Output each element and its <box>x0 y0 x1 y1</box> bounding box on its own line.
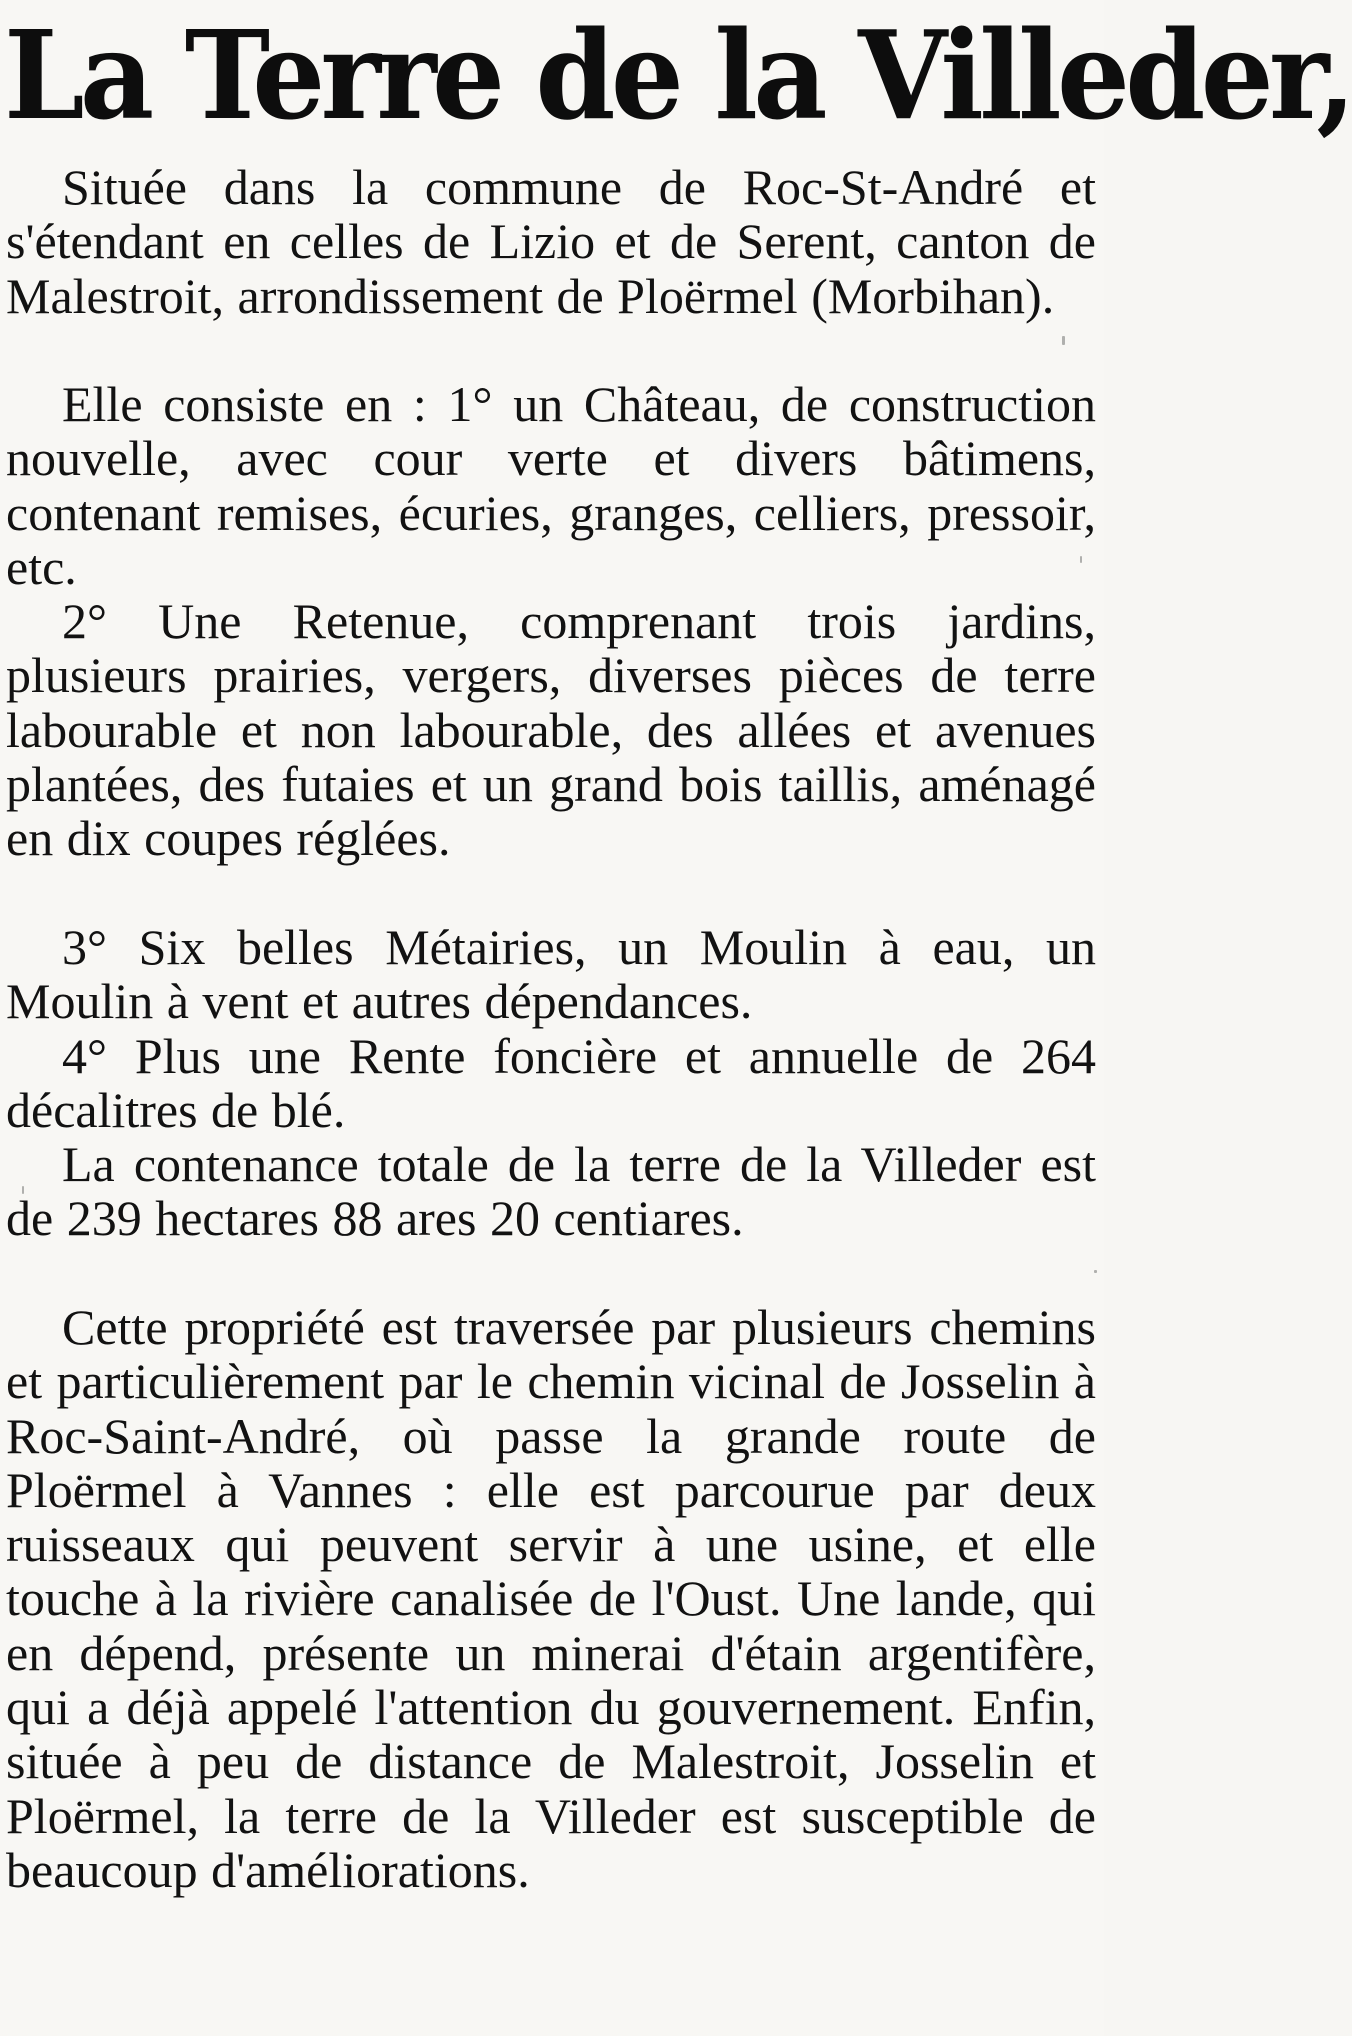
print-speck <box>1080 556 1082 563</box>
paragraph-description: Cette propriété est traversée par plusieurs chemins et particulièrement par le chemin vicinal de Josselin à Roc-Saint-André, où passe la grande route de Ploërmel à Vannes : elle est parcourue par deux ruisseaux qui peuvent servir à une usine, et elle touche à la rivière canalisée de l'Oust. Une lande, qui en dépend, présente un minerai d'étain argentifère, qui a déjà appelé l'attention du gouvernement. Enfin, située à peu de distance de Malestroit, Josselin et Ploërmel, la terre de la Villeder est susceptible de beaucoup d'améliorations. <box>6 1299 1096 1898</box>
paragraph-metairies: 3° Six belles Métairies, un Moulin à eau, un Moulin à vent et autres dépendances. <box>6 919 1096 1030</box>
print-speck <box>22 1186 24 1194</box>
print-speck <box>1094 1270 1097 1273</box>
paragraph-contenance: La contenance totale de la terre de la Villeder est de 239 hectares 88 ares 20 centiares. <box>6 1136 1096 1247</box>
paragraph-rente: 4° Plus une Rente foncière et annuelle de 264 décalitres de blé. <box>6 1028 1096 1139</box>
paragraph-location: Située dans la commune de Roc-St-André et s'étendant en celles de Lizio et de Serent, canton de Malestroit, arrondissement de Ploërmel (Morbihan). <box>6 159 1096 324</box>
headline: La Terre de la Villeder, <box>4 3 1352 147</box>
print-speck <box>1062 336 1065 345</box>
paragraph-retenue: 2° Une Retenue, comprenant trois jardins, plusieurs prairies, vergers, diverses pièces de terre labourable et non labourable, des allées et avenues plantées, des futaies et un grand bois taillis, aménagé en dix coupes réglées. <box>6 593 1096 867</box>
print-speck <box>14 1812 16 1822</box>
paragraph-chateau: Elle consiste en : 1° un Château, de construction nouvelle, avec cour verte et divers bâtimens, contenant remises, écuries, granges, celliers, pressoir, etc. <box>6 376 1096 595</box>
